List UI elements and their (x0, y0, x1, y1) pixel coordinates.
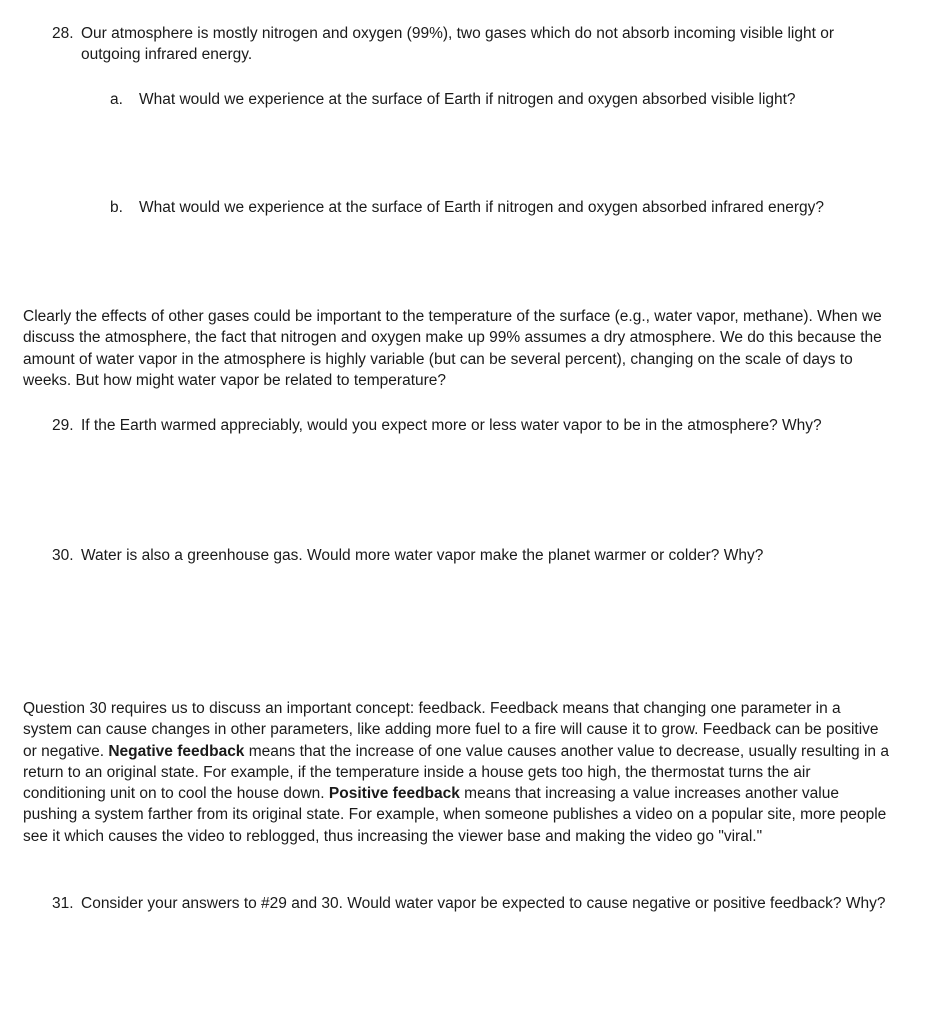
paragraph-feedback (23, 698, 893, 847)
question-28a-text: What would we experience at the surface of Earth if nitrogen and oxygen absorbed visible light? (139, 91, 796, 108)
question-28a (110, 89, 910, 110)
question-28-text: Our atmosphere is mostly nitrogen and oxygen (99%), two gases which do not absorb incoming visible light or outgoing infrared energy. (81, 25, 834, 64)
question-31-text: Consider your answers to #29 and 30. Would water vapor be expected to cause negative or positive feedback? Why? (81, 895, 886, 912)
question-30-number: 30. (52, 547, 74, 564)
question-28b-text: What would we experience at the surface of Earth if nitrogen and oxygen absorbed infrared energy? (139, 199, 824, 216)
question-28a-letter: a. (110, 91, 123, 108)
positive-feedback-term: Positive feedback (328, 785, 460, 803)
question-29-number: 29. (52, 417, 74, 434)
negative-feedback-term: Negative feedback (108, 742, 245, 760)
question-28 (52, 23, 892, 66)
question-28b (110, 197, 910, 218)
question-29 (52, 415, 912, 436)
paragraph-feedback-part3: means that increasing a value increases another value pushing a system farther from its original state. For example, when someone publishes a video on a popular site, more people see it which causes the video to reblogged, thus increasing the viewer base and making the video go "viral." (23, 785, 887, 845)
paragraph-water-vapor: Clearly the effects of other gases could be important to the temperature of the surface (e.g., water vapor, methane). When we discuss the atmosphere, the fact that nitrogen and oxygen make up 99% assumes a dry atmosphere. We do this because the amount of water vapor in the atmosphere is highly variable (but can be several percent), changing on the scale of days to weeks. But how might water vapor be related to temperature? (23, 308, 882, 389)
question-28-number: 28. (52, 25, 74, 42)
question-30 (52, 545, 912, 566)
question-30-text: Water is also a greenhouse gas. Would more water vapor make the planet warmer or colder? Why? (81, 547, 764, 564)
paragraph-feedback-part2: means that the increase of one value causes another value to decrease, usually resulting in a return to an original state. For example, if the temperature inside a house gets too high, the thermostat turns the air conditioning unit on to cool the house down. (23, 742, 889, 803)
paragraph-feedback-part1: Question 30 requires us to discuss an important concept: feedback. Feedback means that changing one parameter in a system can cause changes in other parameters, like adding more fuel to a fire will cause it to grow. Feedback can be positive or negative. (23, 700, 879, 760)
question-28b-letter: b. (110, 199, 123, 216)
question-29-text: If the Earth warmed appreciably, would you expect more or less water vapor to be in the atmosphere? Why? (81, 417, 822, 434)
question-31-number: 31. (52, 895, 74, 912)
question-31 (52, 893, 892, 914)
